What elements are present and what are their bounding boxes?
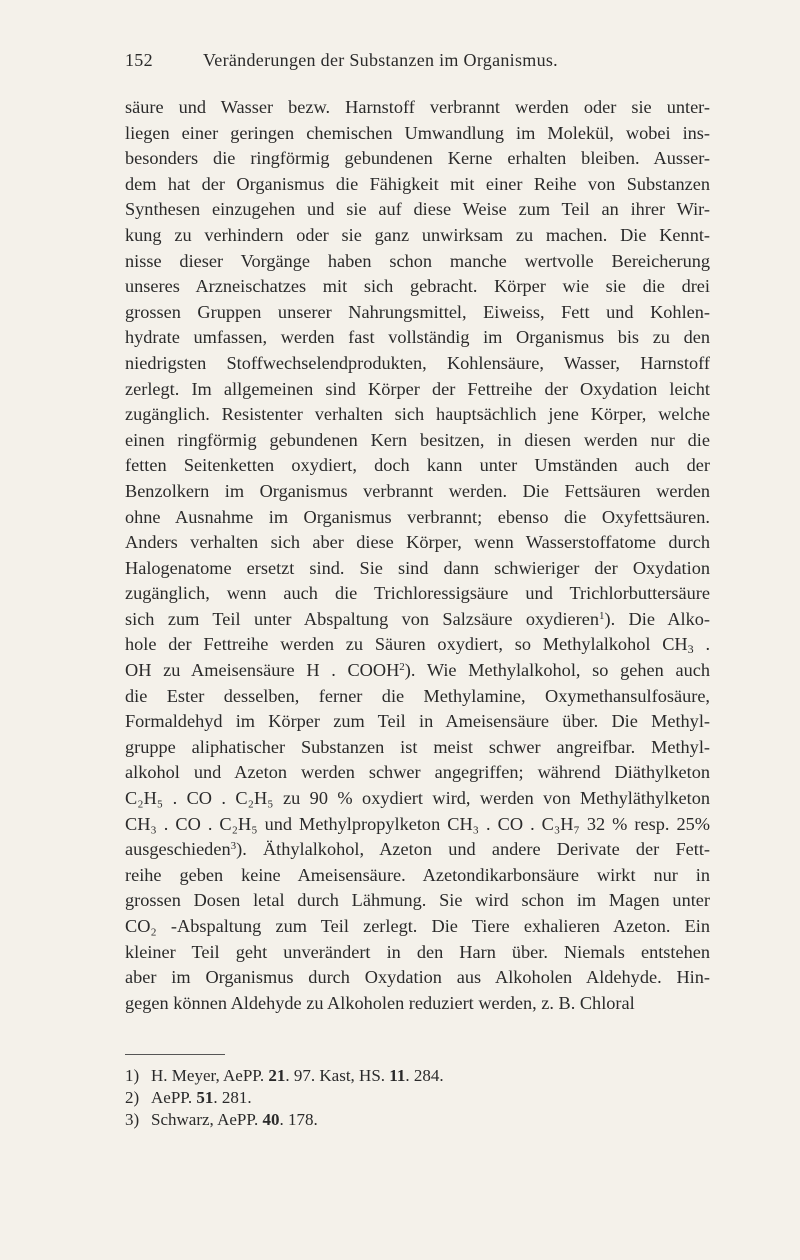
footnote-2 <box>125 1087 625 1109</box>
text-line: Anders verhalten sich aber diese Körper, wenn Wasserstoffatome durch <box>125 532 710 553</box>
text-line: säure und Wasser bezw. Harnstoff verbrannt werden oder sie unter- <box>125 97 710 117</box>
line-text: . Die Alko- <box>610 608 710 629</box>
footnote-marker: 2) <box>125 1088 140 1107</box>
text-line: kleiner Teil geht unverändert in den Harn über. Niemals entstehen <box>125 941 710 962</box>
footnote-ref[interactable]: 1 <box>598 609 605 622</box>
text-line: die Ester desselben, ferner die Methylamine, Oxymethansulfosäure, <box>125 685 710 706</box>
line-text: . Wie Methylalkohol, so gehen auch <box>410 660 710 681</box>
running-title: Veränderungen der Substanzen im Organismus. <box>203 50 558 70</box>
text-line: zugänglich. Resistenter verhalten sich hauptsächlich jene Körper, welche <box>125 404 710 425</box>
footnotes <box>125 1065 625 1131</box>
volume-number: 21 <box>268 1066 286 1085</box>
text-line: hydrate umfassen, werden fast vollständig im Organismus bis zu den <box>125 327 710 348</box>
footnote-1 <box>125 1065 625 1087</box>
text-line: einen ringförmig gebundenen Kern besitzen, in diesen werden nur die <box>125 429 710 450</box>
text-line: liegen einer geringen chemischen Umwandlung im Molekül, wobei ins- <box>125 122 710 143</box>
volume-number: 11 <box>389 1066 406 1085</box>
text-line: CH₃ . CO . C₂H₅ und Methylpropylketon CH₃ . CO . C₃H₇ 32 % resp. 25% <box>125 813 710 834</box>
footnote-text: . 281. <box>213 1088 252 1107</box>
text-line: CO₂ -Abspaltung zum Teil zerlegt. Die Tiere exhalieren Azeton. Ein <box>125 916 710 936</box>
footnote-text: AePP. <box>151 1088 197 1107</box>
text-line: OH zu Ameisensäure H . COOH$^2$). Wie Methylalkohol, so gehen auch <box>125 660 710 681</box>
line-text: . <box>693 634 711 655</box>
body-text <box>125 95 710 1016</box>
subscript: 3 <box>687 642 694 657</box>
footnote-divider <box>125 1054 225 1055</box>
text-line: aber im Organismus durch Oxydation aus Alkoholen Aldehyde. Hin- <box>125 967 710 988</box>
line-text: sich zum Teil unter Abspaltung von Salzsäure oxydieren <box>125 608 599 629</box>
footnote-marker: 3) <box>125 1110 140 1129</box>
text-line: niedrigsten Stoffwechselendprodukten, Kohlensäure, Wasser, Harnstoff <box>125 352 710 373</box>
running-header <box>125 50 705 71</box>
line-text: hole der Fettreihe werden zu Säuren oxydiert, so Methylalkohol CH <box>125 634 688 655</box>
text-line: zerlegt. Im allgemeinen sind Körper der Fettreihe der Oxydation leicht <box>125 378 710 399</box>
text-line: Benzolkern im Organismus verbrannt werden. Die Fettsäuren werden <box>125 480 710 501</box>
text-line: alkohol und Azeton werden schwer angegriffen; während Diäthylketon <box>125 762 710 783</box>
footnote-ref[interactable]: 2 <box>399 661 405 674</box>
line-text: ausgeschieden <box>125 839 231 860</box>
text-line: ohne Ausnahme im Organismus verbrannt; ebenso die Oxyfettsäuren. <box>125 506 710 527</box>
text-line: fetten Seitenketten oxydiert, doch kann unter Umständen auch der <box>125 455 710 476</box>
text-line <box>125 632 710 658</box>
footnote-text: . 284. <box>405 1066 444 1085</box>
text-line: gegen können Aldehyde zu Alkoholen reduziert werden, z. B. Chloral <box>125 992 635 1013</box>
text-line: reihe geben keine Ameisensäure. Azetondikarbonsäure wirkt nur in <box>125 864 710 885</box>
text-line: zugänglich, wenn auch die Trichloressigsäure und Trichlorbuttersäure <box>125 583 710 604</box>
volume-number: 40 <box>262 1110 280 1129</box>
footnote-text: H. Meyer, AePP. <box>151 1066 269 1085</box>
text-line: gruppe aliphatischer Substanzen ist meist schwer angreifbar. Methyl- <box>125 736 710 757</box>
line-text: . Äthylalkohol, Azeton und andere Derivate der Fett- <box>242 839 710 860</box>
footnote-text: Schwarz, AePP. <box>151 1110 263 1129</box>
volume-number: 51 <box>196 1088 214 1107</box>
line-text: OH zu Ameisensäure H . COOH <box>125 660 400 681</box>
text-line: Synthesen einzugehen und sie auf diese Weise zum Teil an ihrer Wir- <box>125 199 710 220</box>
text-line: C₂H₅ . CO . C₂H₅ zu 90 % oxydiert wird, werden von Methyläthylketon <box>125 788 710 809</box>
text-line: grossen Gruppen unserer Nahrungsmittel, Eiweiss, Fett und Kohlen- <box>125 301 710 322</box>
text-line: dem hat der Organismus die Fähigkeit mit einer Reihe von Substanzen <box>125 173 710 194</box>
page-number: 152 <box>125 50 153 70</box>
footnote-3 <box>125 1109 625 1131</box>
text-line: nisse dieser Vorgänge haben schon manche wertvolle Bereicherung <box>125 250 710 271</box>
text-line: Halogenatome ersetzt sind. Sie sind dann schwieriger der Oxydation <box>125 557 710 578</box>
text-line: grossen Dosen letal durch Lähmung. Sie wird schon im Magen unter <box>125 890 710 911</box>
footnote-text: . 97. Kast, HS. <box>285 1066 390 1085</box>
text-line: sich zum Teil unter Abspaltung von Salzsäure oxydieren$^1$). Die Alko- <box>125 608 710 629</box>
footnote-marker: 1) <box>125 1066 140 1085</box>
footnote-text: . 178. <box>279 1110 318 1129</box>
text-line: unseres Arzneischatzes mit sich gebracht. Körper wie sie die drei <box>125 276 710 297</box>
text-line: besonders die ringförmig gebundenen Kerne erhalten bleiben. Ausser- <box>125 148 710 169</box>
text-line: kung zu verhindern oder sie ganz unwirksam zu machen. Die Kennt- <box>125 224 710 245</box>
text-line: Formaldehyd im Körper zum Teil in Ameisensäure über. Die Methyl- <box>125 711 710 732</box>
text-line: ausgeschieden$^3$). Äthylalkohol, Azeton und andere Derivate der Fett- <box>125 839 710 860</box>
footnote-ref[interactable]: 3 <box>230 840 237 853</box>
